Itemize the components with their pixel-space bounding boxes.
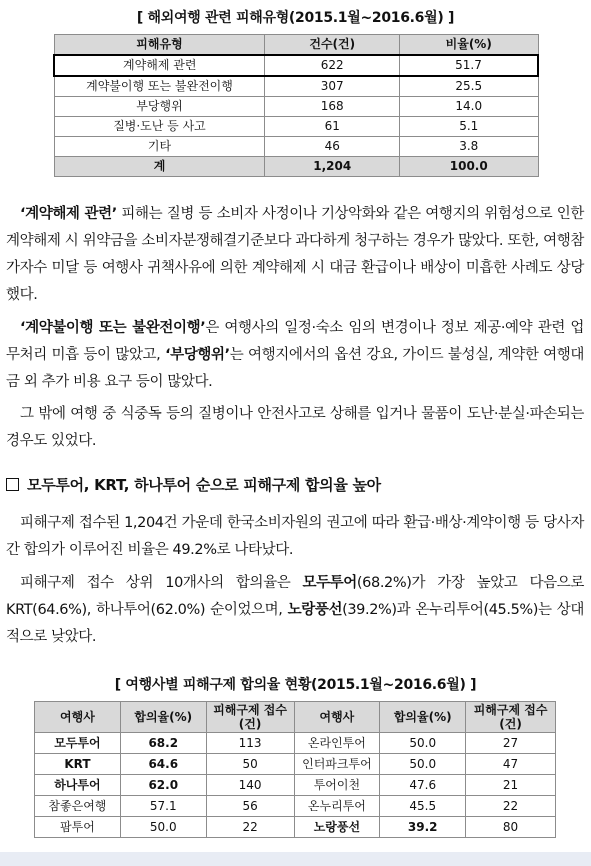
table-cell: 622 (265, 55, 400, 76)
table-cell: 5.1 (399, 117, 538, 137)
paragraph-text: 피해구제 접수 상위 10개사의 합의율은 (20, 575, 303, 591)
table-cell: 51.7 (399, 55, 538, 76)
table-row (35, 775, 556, 796)
table-cell: 307 (265, 76, 400, 97)
bold-term: 노랑풍선 (287, 602, 343, 618)
table-cell: 기타 (54, 137, 265, 157)
paragraph-text: 는 여행지에서의 옵션 강요, 가이드 불성실, 계약한 여행대금 외 추가 비용 요구 등이 많았다. (6, 347, 584, 390)
table-cell: 모두투어 (35, 733, 121, 754)
table-cell: 45.5 (380, 796, 466, 817)
paragraph-other (6, 401, 584, 455)
table-cell: 투어이천 (294, 775, 380, 796)
table-cell: 부당행위 (54, 97, 265, 117)
table-cell: 팜투어 (35, 817, 121, 838)
column-header: 피해구제 접수(건) (466, 702, 556, 733)
table-cell: 50.0 (380, 733, 466, 754)
column-header: 여행사 (35, 702, 121, 733)
column-header: 피해유형 (54, 35, 265, 56)
table-cell: 47.6 (380, 775, 466, 796)
table-cell: 노랑풍선 (294, 817, 380, 838)
table2-title: [ 여행사별 피해구제 합의율 현황(2015.1월~2016.6월) ] (114, 677, 477, 693)
section-heading-text: 모두투어, KRT, 하나투어 순으로 피해구제 합의율 높아 (27, 476, 381, 494)
table-cell: 참좋은여행 (35, 796, 121, 817)
paragraph-text: (39.2%)과 온누리투어(45.5%)는 상대적으로 낮았다. (6, 602, 584, 645)
table-cell: 46 (265, 137, 400, 157)
table-cell: 27 (466, 733, 556, 754)
table-cell: 50.0 (380, 754, 466, 775)
paragraph-nonperformance (6, 315, 584, 396)
table-cell: 113 (206, 733, 294, 754)
paragraph-text: 피해구제 접수된 1,204건 가운데 한국소비자원의 권고에 따라 환급·배상·계약이행 등 당사자간 합의가 이루어진 비율은 49.2%로 나타났다. (6, 515, 584, 558)
paragraph-text: 은 여행사의 일정·숙소 임의 변경이나 정보 제공·예약 관련 업무처리 미흡 등이 많았고, (6, 320, 584, 363)
table-cell: 100.0 (399, 157, 538, 177)
table-cell: 25.5 (399, 76, 538, 97)
table-cell: 168 (265, 97, 400, 117)
table-row (54, 137, 538, 157)
table-cell: 인터파크투어 (294, 754, 380, 775)
table-cell: 온누리투어 (294, 796, 380, 817)
table-cell: 50.0 (120, 817, 206, 838)
paragraph-text: (68.2%)가 가장 높았고 다음으로 KRT(64.6%), 하나투어(62.0%) 순이었으며, (6, 575, 584, 618)
table-cell: 22 (466, 796, 556, 817)
table-cell: 계약불이행 또는 불완전이행 (54, 76, 265, 97)
table-cell: 68.2 (120, 733, 206, 754)
table-total-row (54, 157, 538, 177)
table-header-row (35, 702, 556, 733)
column-header: 합의율(%) (380, 702, 466, 733)
paragraph-contract-cancel (6, 201, 584, 309)
table-cell: 61 (265, 117, 400, 137)
table-cell: 하나투어 (35, 775, 121, 796)
table-cell: 62.0 (120, 775, 206, 796)
paragraph-text: 그 밖에 여행 중 식중독 등의 질병이나 안전사고로 상해를 입거나 물품이 도난·분실·파손되는 경우도 있었다. (6, 406, 584, 449)
checkbox-square-icon (6, 478, 19, 491)
table-row (54, 97, 538, 117)
table-cell: 질병·도난 등 사고 (54, 117, 265, 137)
column-header: 여행사 (294, 702, 380, 733)
page-footer-strip (0, 852, 591, 866)
table-row (54, 117, 538, 137)
table-cell: 47 (466, 754, 556, 775)
table-cell: 80 (466, 817, 556, 838)
bold-term: ‘계약불이행 또는 불완전이행’ (20, 320, 206, 336)
table-cell: 계약해제 관련 (54, 55, 265, 76)
bold-term: 모두투어 (302, 575, 357, 591)
table-cell: 온라인투어 (294, 733, 380, 754)
column-header: 건수(건) (265, 35, 400, 56)
table-cell: 50 (206, 754, 294, 775)
table-cell: 14.0 (399, 97, 538, 117)
table-row (35, 754, 556, 775)
section-heading (6, 474, 381, 495)
agency-agreement-table (34, 701, 556, 838)
table-row (35, 796, 556, 817)
bold-term: ‘부당행위’ (165, 347, 230, 363)
table-cell: 계 (54, 157, 265, 177)
table-cell: KRT (35, 754, 121, 775)
table-cell: 39.2 (380, 817, 466, 838)
table-cell: 64.6 (120, 754, 206, 775)
paragraph-agreement-rate (6, 510, 584, 564)
table-header-row (54, 35, 538, 56)
table-row (54, 76, 538, 97)
table-row (35, 733, 556, 754)
paragraph-top10 (6, 570, 584, 651)
table-row (35, 817, 556, 838)
table1-title: [ 해외여행 관련 피해유형(2015.1월~2016.6월) ] (136, 10, 455, 26)
table-cell: 56 (206, 796, 294, 817)
column-header: 합의율(%) (120, 702, 206, 733)
table-cell: 22 (206, 817, 294, 838)
table-cell: 57.1 (120, 796, 206, 817)
column-header: 비율(%) (399, 35, 538, 56)
table-cell: 140 (206, 775, 294, 796)
column-header: 피해구제 접수(건) (206, 702, 294, 733)
damage-type-table (53, 34, 539, 177)
paragraph-text: 피해는 질병 등 소비자 사정이나 기상악화와 같은 여행지의 위험성으로 인한 계약해제 시 위약금을 소비자분쟁해결기준보다 과다하게 청구하는 경우가 많았다. 또한, 여행참가자수 미달 등 여행사 귀책사유에 의한 계약해제 시 대금 환급이나 배상이 미흡한 사례도 상당했다. (6, 206, 585, 303)
bold-term: ‘계약해제 관련’ (20, 206, 117, 222)
table-row (54, 55, 538, 76)
table-cell: 21 (466, 775, 556, 796)
table-cell: 1,204 (265, 157, 400, 177)
table-cell: 3.8 (399, 137, 538, 157)
